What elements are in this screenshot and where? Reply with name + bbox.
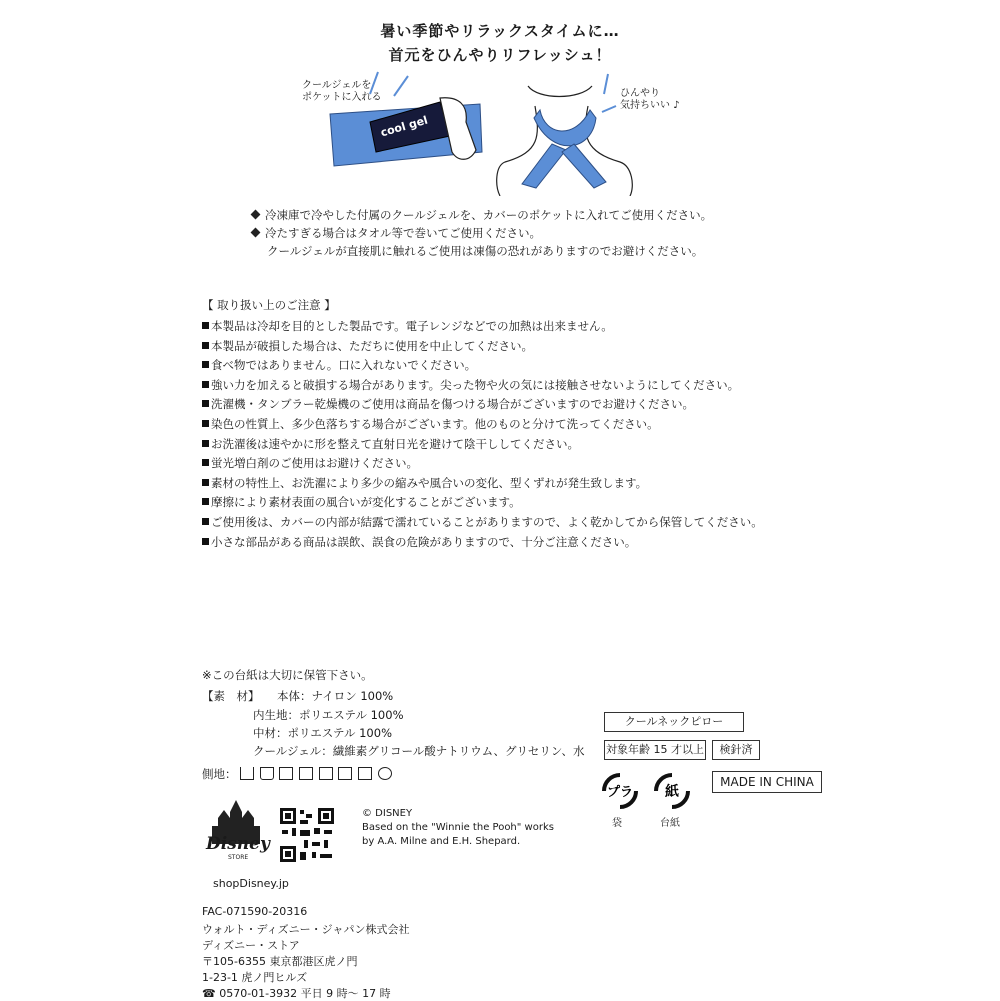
usage-item-1 [252, 207, 712, 223]
square-bullet-icon [202, 440, 209, 447]
precaution-text: お洗濯後は速やかに形を整えて直射日光を避けて陰干ししてください。 [211, 436, 579, 451]
qr-code[interactable] [278, 806, 336, 864]
store-name: ディズニー・ストア [202, 939, 300, 952]
precaution-text: 食べ物ではありません。口に入れないでください。 [211, 358, 477, 373]
recycle-paper-icon [650, 771, 694, 811]
callout-stroke-4 [602, 106, 616, 112]
line-dry-icon [319, 767, 333, 780]
recycle-paper-label: 台紙 [660, 818, 680, 829]
store-wordmark: STORE [228, 854, 249, 861]
square-bullet-icon [202, 342, 209, 349]
callout-stroke-3 [604, 74, 608, 94]
hand-wash-icon [240, 767, 254, 780]
precaution-text: 小さな部品がある商品は誤飲、誤食の危険がありますので、十分ご注意ください。 [211, 534, 637, 549]
material-line-4: クールジェル：繊維素グリコール酸ナトリウム、グリセリン、水 [253, 744, 585, 758]
street-address: 1-23-1 虎ノ門ヒルズ [202, 971, 308, 984]
precaution-item [202, 377, 739, 393]
shop-url[interactable]: shopDisney.jp [213, 877, 289, 890]
diamond-icon [251, 228, 261, 238]
precaution-text: 本製品が破損した場合は、ただちに使用を中止してください。 [211, 338, 533, 353]
product-code: FAC-071590-20316 [202, 905, 308, 918]
no-iron-icon [338, 767, 352, 780]
precaution-text: 強い力を加えると破損する場合があります。尖った物や火の気には接触させないようにしてください。 [211, 377, 740, 392]
square-bullet-icon [202, 479, 209, 486]
square-bullet-icon [202, 538, 209, 545]
material-line-1: 本体：ナイロン 100% [277, 689, 394, 703]
no-bleach-icon [279, 767, 293, 780]
origin-box: MADE IN CHINA [712, 771, 822, 793]
usage-item-2-text: 冷たすぎる場合はタオル等で巻いてご使用ください。 [265, 226, 541, 240]
precaution-item [202, 338, 533, 354]
callout-left-line2: ポケットに入れる [302, 92, 382, 103]
precaution-item [202, 534, 636, 550]
precaution-item [202, 318, 613, 334]
callout-right [620, 88, 680, 112]
material-label: 【素 材】 [202, 689, 260, 703]
disney-wordmark: Disney [206, 834, 270, 854]
based-on: Based on the "Winnie the Pooh" works [362, 822, 554, 833]
precaution-text: ご使用後は、カバーの内部が結露で濡れていることがありますので、よく乾かしてから保管してください。 [211, 515, 763, 529]
disney-store-logo [200, 800, 272, 870]
svg-text:プラ: プラ [606, 785, 634, 800]
callout-left-line1: クールジェルを [302, 80, 372, 91]
precaution-item [202, 514, 763, 530]
usage-item-1-text: 冷凍庫で冷やした付属のクールジェルを、カバーのポケットに入れてご使用ください。 [265, 208, 713, 222]
precaution-item [202, 396, 694, 412]
usage-item-2 [252, 225, 541, 241]
material-line-2: 内生地：ポリエステル 100% [253, 708, 404, 722]
diamond-icon [251, 210, 261, 220]
usage-illustration [290, 66, 720, 196]
precaution-text: 摩擦により素材表面の風合いが変化することがございます。 [211, 495, 521, 510]
inspection-box: 検針済 [712, 740, 760, 760]
square-bullet-icon [202, 400, 209, 407]
material-line-3: 中材：ポリエステル 100% [253, 726, 392, 740]
precaution-text: 素材の特性上、お洗濯により多少の縮みや風合いの変化、型くずれが発生致します。 [211, 475, 648, 490]
precaution-item [202, 475, 647, 491]
precaution-text: 蛍光増白剤のご使用はお避けください。 [211, 456, 418, 471]
square-bullet-icon [202, 459, 209, 466]
age-box: 対象年齢 15 才以上 [604, 740, 706, 760]
precautions-title: 【 取り扱い上のご注意 】 [202, 298, 336, 312]
chin-outline [528, 86, 592, 97]
headline-2: 首元をひんやりリフレッシュ！ [388, 46, 612, 64]
care-symbols [202, 766, 394, 782]
square-bullet-icon [202, 322, 209, 329]
square-bullet-icon [202, 518, 209, 525]
product-name-box: クールネックピロー [604, 712, 744, 732]
callout-right-line2: 気持ちいい ♪ [620, 100, 680, 111]
callout-left [302, 80, 382, 104]
precaution-text: 本製品は冷却を目的とした製品です。電子レンジなどでの加熱は出来ません。 [211, 319, 613, 333]
callout-right-line1: ひんやり [620, 88, 660, 99]
callout-stroke-2 [394, 76, 408, 96]
gel-label: cool gel [379, 113, 430, 140]
precaution-item [202, 494, 521, 510]
recycle-plastic-icon [598, 771, 642, 811]
authors: by A.A. Milne and E.H. Shepard. [362, 836, 521, 847]
recycle-plastic-label: 袋 [612, 818, 622, 829]
precaution-item [202, 357, 476, 373]
pillow-tail-right [562, 144, 606, 188]
square-bullet-icon [202, 361, 209, 368]
precaution-item [202, 416, 659, 432]
svg-text:紙: 紙 [665, 784, 679, 800]
phone: ☎ 0570-01-3932 平日 9 時～ 17 時 [202, 987, 391, 1000]
square-bullet-icon [202, 498, 209, 505]
usage-item-2-cont: クールジェルが直接肌に触れるご使用は凍傷の恐れがありますのでお避けください。 [267, 244, 704, 258]
neck-pillow-worn [534, 110, 596, 146]
wet-clean-icon [378, 767, 392, 780]
square-bullet-icon [202, 420, 209, 427]
precaution-item [202, 436, 579, 452]
storage-note: ※この台紙は大切に保管下さい。 [202, 668, 373, 682]
square-bullet-icon [202, 381, 209, 388]
headline-1: 暑い季節やリラックスタイムに… [380, 22, 620, 40]
no-dryclean-icon [358, 767, 372, 780]
postal-address: 〒105-6355 東京都港区虎ノ門 [202, 955, 358, 968]
precaution-text: 洗濯機・タンブラー乾燥機のご使用は商品を傷つける場合がございますのでお避けください。 [211, 397, 694, 412]
company-name: ウォルト・ディズニー・ジャパン株式会社 [202, 923, 410, 936]
precaution-text: 染色の性質上、多少色落ちする場合がございます。他のものと分けて洗ってください。 [211, 417, 659, 431]
no-tumble-dry-icon [299, 767, 313, 780]
copyright: © DISNEY [362, 808, 413, 819]
wash-tub-icon [260, 767, 274, 780]
care-label: 側地： [202, 767, 237, 781]
precaution-item [202, 455, 418, 471]
